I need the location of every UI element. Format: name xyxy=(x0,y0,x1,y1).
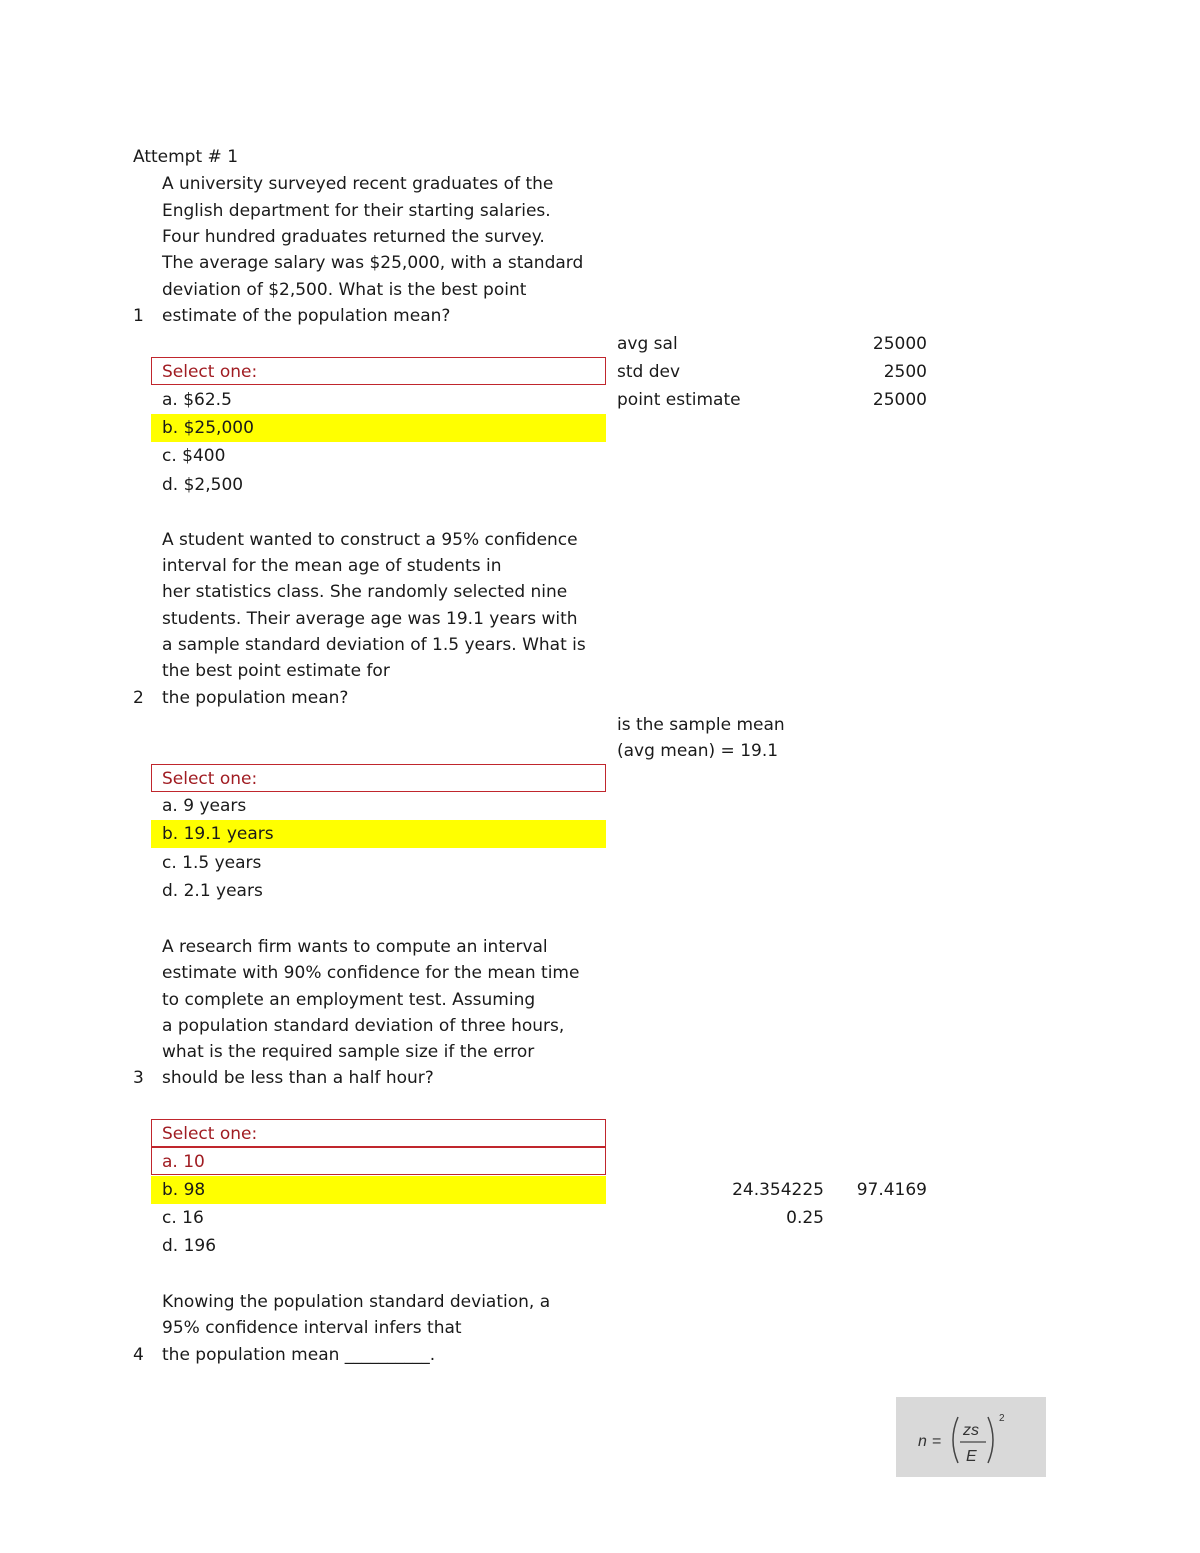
calc-value: 25000 xyxy=(872,390,927,410)
select-one-box xyxy=(151,764,606,792)
question-text-line: The average salary was $25,000, with a standard xyxy=(162,253,584,273)
note-line: (avg mean) = 19.1 xyxy=(617,741,779,761)
question-text-line: Knowing the population standard deviation, a xyxy=(162,1292,551,1312)
option-a-boxed[interactable] xyxy=(151,1147,606,1175)
formula-equals: = xyxy=(932,1433,942,1450)
option-label: d. $2,500 xyxy=(162,475,244,495)
option-label: c. 1.5 years xyxy=(162,853,262,873)
select-one-box xyxy=(151,357,606,385)
option-b-highlighted[interactable] xyxy=(151,414,606,442)
question-text-line: a sample standard deviation of 1.5 years. What is xyxy=(162,635,586,655)
question-text-line: should be less than a half hour? xyxy=(162,1068,434,1088)
question-text-line: A research firm wants to compute an interval xyxy=(162,937,548,957)
question-text-line: students. Their average age was 19.1 years with xyxy=(162,609,578,629)
option-a[interactable] xyxy=(151,792,606,820)
option-label: d. 196 xyxy=(162,1236,217,1256)
formula-exponent: 2 xyxy=(999,1413,1005,1424)
select-one-label: Select one: xyxy=(162,362,258,382)
question-text-line: a population standard deviation of three hours, xyxy=(162,1016,565,1036)
question-number: 1 xyxy=(133,306,144,326)
option-b-highlighted[interactable] xyxy=(151,820,606,848)
select-one-box xyxy=(151,1119,606,1147)
option-label: a. $62.5 xyxy=(162,390,232,410)
option-label: b. 19.1 years xyxy=(162,824,274,844)
option-d[interactable] xyxy=(151,1232,606,1260)
question-text-line: the population mean __________. xyxy=(162,1345,436,1365)
calc-value: 24.354225 xyxy=(732,1180,824,1200)
option-label: a. 10 xyxy=(162,1152,205,1172)
calc-value: 97.4169 xyxy=(856,1180,927,1200)
option-label: c. $400 xyxy=(162,446,226,466)
option-c[interactable] xyxy=(151,849,606,877)
option-label: a. 9 years xyxy=(162,796,247,816)
calc-value: 0.25 xyxy=(786,1208,824,1228)
sample-size-formula xyxy=(896,1397,1046,1477)
page-title: Attempt # 1 xyxy=(133,147,239,167)
formula-n: n xyxy=(918,1433,927,1450)
question-text-line: her statistics class. She randomly selected nine xyxy=(162,582,568,602)
question-number: 4 xyxy=(133,1345,144,1365)
note-line: is the sample mean xyxy=(617,715,785,735)
left-paren xyxy=(953,1417,958,1463)
question-text-line: 95% confidence interval infers that xyxy=(162,1318,462,1338)
select-one-label: Select one: xyxy=(162,769,258,789)
option-label: b. 98 xyxy=(162,1180,206,1200)
calc-label: point estimate xyxy=(617,390,741,410)
right-paren xyxy=(988,1417,993,1463)
question-number: 2 xyxy=(133,688,144,708)
question-text-line: interval for the mean age of students in xyxy=(162,556,502,576)
option-label: d. 2.1 years xyxy=(162,881,263,901)
formula-denominator: E xyxy=(966,1448,977,1465)
question-text-line: to complete an employment test. Assuming xyxy=(162,990,536,1010)
question-text-line: the population mean? xyxy=(162,688,349,708)
option-label: b. $25,000 xyxy=(162,418,254,438)
calc-value: 2500 xyxy=(883,362,927,382)
calc-label: avg sal xyxy=(617,334,678,354)
option-b-highlighted[interactable] xyxy=(151,1176,606,1204)
question-text-line: the best point estimate for xyxy=(162,661,390,681)
question-text-line: Four hundred graduates returned the survey. xyxy=(162,227,545,247)
select-one-label: Select one: xyxy=(162,1124,258,1144)
question-text-line: what is the required sample size if the error xyxy=(162,1042,535,1062)
question-text-line: estimate of the population mean? xyxy=(162,306,451,326)
formula-graphic xyxy=(896,1397,1046,1477)
option-c[interactable] xyxy=(151,442,606,470)
option-d[interactable] xyxy=(151,471,606,499)
option-d[interactable] xyxy=(151,877,606,905)
calc-label: std dev xyxy=(617,362,681,382)
formula-numerator: zs xyxy=(963,1422,979,1439)
question-text-line: A university surveyed recent graduates of the xyxy=(162,174,554,194)
question-text-line: A student wanted to construct a 95% confidence xyxy=(162,530,578,550)
option-c[interactable] xyxy=(151,1204,606,1232)
option-a[interactable] xyxy=(151,386,606,414)
question-text-line: estimate with 90% confidence for the mean time xyxy=(162,963,580,983)
question-text-line: English department for their starting salaries. xyxy=(162,201,551,221)
question-number: 3 xyxy=(133,1068,144,1088)
option-label: c. 16 xyxy=(162,1208,204,1228)
calc-value: 25000 xyxy=(872,334,927,354)
question-text-line: deviation of $2,500. What is the best point xyxy=(162,280,527,300)
